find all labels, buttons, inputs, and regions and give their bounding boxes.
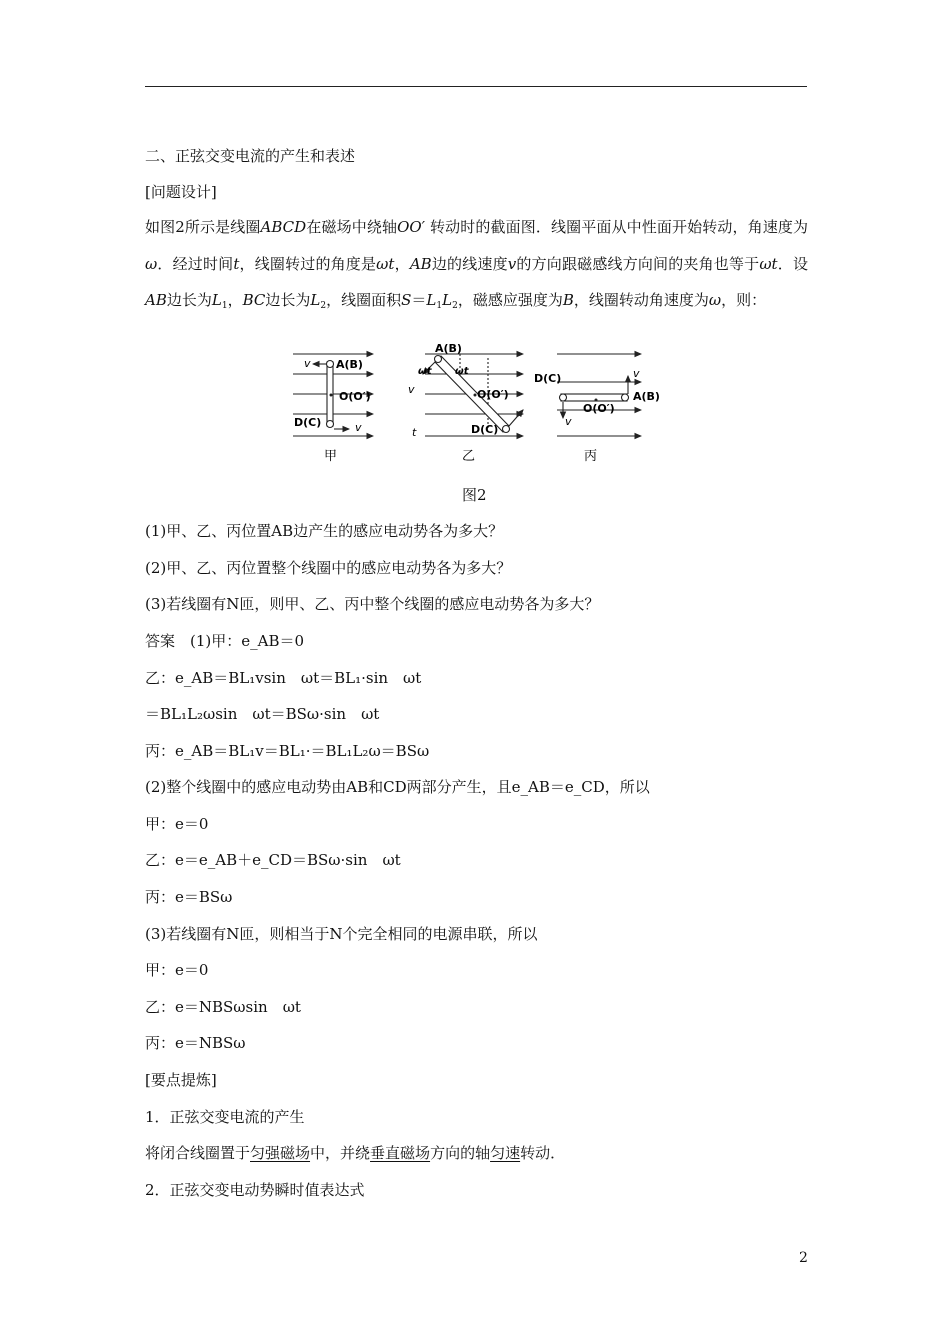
design-heading: [问题设计] (145, 183, 217, 201)
label-v-yi: v (408, 383, 415, 396)
label-oo-jia: O(O′) (339, 390, 371, 403)
answer-3-jia: 甲：e＝0 (145, 961, 209, 979)
answer-1-bing: 丙：e_AB＝BL₁v＝BL₁·＝BL₁L₂ω＝BSω (145, 742, 430, 760)
answer-2-bing: 丙：e＝BSω (145, 888, 233, 906)
header-rule (145, 86, 807, 87)
label-v-bing-bottom: v (565, 415, 572, 428)
answer-2-yi: 乙：e＝e_AB＋e_CD＝BSω·sin ωt (145, 851, 401, 869)
question-3: (3)若线圈有N匝，则甲、乙、丙中整个线圈的感应电动势各为多大？ (145, 595, 600, 613)
page-number: 2 (799, 1250, 808, 1266)
label-t-yi: t (412, 426, 417, 439)
label-v-jia-bottom: v (355, 421, 362, 434)
answer-3-yi: 乙：e＝NBSωsin ωt (145, 998, 301, 1016)
answer-2-jia: 甲：e＝0 (145, 815, 209, 833)
answer-1-yi-2: ＝BL₁L₂ωsin ωt＝BSω·sin ωt (145, 705, 380, 723)
label-dc-bing: D(C) (534, 372, 562, 385)
key-points-heading: [要点提炼] (145, 1071, 217, 1089)
key-point-1-body: 将闭合线圈置于匀强磁场中，并绕垂直磁场方向的轴匀速转动． (145, 1144, 566, 1162)
underline-uniform-field: 匀强磁场 (250, 1144, 311, 1162)
intro-paragraph: 如图2所示是线圈ABCD在磁场中绕轴OO′ 转动时的截面图．线圈平面从中性面开始转动，角速度为ω．经过时间t，线圈转过的角度是ωt，AB边的线速度v的方向跟磁感线方向间的夹角也等于ωt．设AB边长为$L_1$，BC边长为$L_2$，线圈面积$S=L_1L_2$，磁感应强度为B，线圈转动角速度为ω，则： (145, 218, 808, 311)
underline-uniform-speed: 匀速 (490, 1144, 521, 1162)
figure-2 (285, 340, 665, 470)
label-ab-bing: A(B) (633, 390, 660, 403)
key-point-1-title: 1．正弦交变电流的产生 (145, 1108, 305, 1126)
label-dc-jia: D(C) (294, 416, 322, 429)
label-v-jia-top: v (304, 357, 311, 370)
label-dc-yi: D(C) (471, 423, 499, 436)
axis-dot-jia (330, 394, 333, 397)
answer-3-bing: 丙：e＝NBSω (145, 1034, 246, 1052)
answer-2-intro: (2)整个线圈中的感应电动势由AB和CD两部分产生，且e_AB＝e_CD，所以 (145, 778, 650, 796)
key-point-2-title: 2．正弦交变电动势瞬时值表达式 (145, 1181, 365, 1199)
question-2: (2)甲、乙、丙位置整个线圈中的感应电动势各为多大？ (145, 559, 512, 577)
underline-perpendicular: 垂直磁场 (370, 1144, 431, 1162)
panel-label-bing: 丙 (584, 449, 598, 464)
label-wt-yi-left: ωt (418, 366, 432, 377)
question-1: (1)甲、乙、丙位置AB边产生的感应电动势各为多大？ (145, 522, 504, 540)
label-oo-yi: O(O′) (477, 388, 509, 401)
label-oo-bing: O(O′) (583, 402, 615, 415)
answer-1-yi-1: 乙：e_AB＝BL₁vsin ωt＝BL₁·sin ωt (145, 669, 422, 687)
label-ab-jia: A(B) (336, 358, 363, 371)
label-v-bing-top: v (633, 367, 640, 380)
label-wt-yi-right: ωt (455, 366, 469, 377)
section-title: 二、正弦交变电流的产生和表述 (145, 147, 356, 165)
panel-label-yi: 乙 (462, 449, 476, 464)
label-ab-yi: A(B) (435, 342, 462, 355)
figure-caption: 图2 (462, 486, 487, 504)
answer-3-intro: (3)若线圈有N匝，则相当于N个完全相同的电源串联，所以 (145, 925, 538, 943)
panel-label-jia: 甲 (324, 449, 338, 464)
answer-1-jia: 答案 (1)甲：e_AB＝0 (145, 632, 305, 650)
